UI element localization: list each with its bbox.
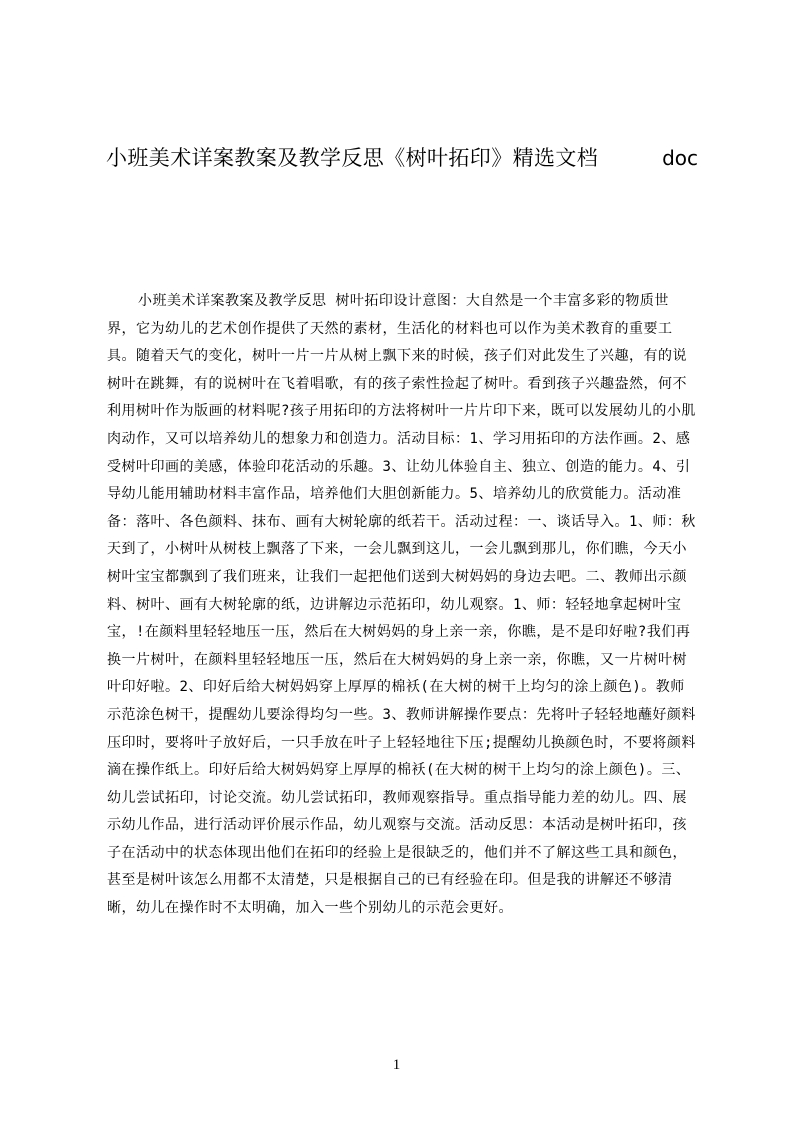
title-text: 小班美术详案教案及教学反思《树叶拓印》精选文档 [106, 146, 599, 170]
title-file-extension: doc [662, 146, 698, 170]
document-title [106, 144, 698, 176]
body-paragraph: 小班美术详案教案及教学反思 树叶拓印设计意图：大自然是一个丰富多彩的物质世界，它为幼儿的艺术创作提供了天然的素材，生活化的材料也可以作为美术教育的重要工具。随着天气的变化，树叶一片一片从树上飘下来的时候，孩子们对此发生了兴趣，有的说树叶在跳舞，有的说树叶在飞着唱歌，有的孩子索性捡起了树叶。看到孩子兴趣盎然，何不利用树叶作为版画的材料呢?孩子用拓印的方法将树叶一片片印下来，既可以发展幼儿的小肌肉动作，又可以培养幼儿的想象力和创造力。活动目标：1、学习用拓印的方法作画。2、感受树叶印画的美感，体验印花活动的乐趣。3、让幼儿体验自主、独立、创造的能力。4、引导幼儿能用辅助材料丰富作品，培养他们大胆创新能力。5、培养幼儿的欣赏能力。活动准备：落叶、各色颜料、抹布、画有大树轮廓的纸若干。活动过程：一、谈话导入。1、师：秋天到了，小树叶从树枝上飘落了下来，一会儿飘到这儿，一会儿飘到那儿，你们瞧，今天小树叶宝宝都飘到了我们班来，让我们一起把他们送到大树妈妈的身边去吧。二、教师出示颜料、树叶、画有大树轮廓的纸，边讲解边示范拓印，幼儿观察。1、师：轻轻地拿起树叶宝宝，!在颜料里轻轻地压一压，然后在大树妈妈的身上亲一亲，你瞧，是不是印好啦?我们再换一片树叶，在颜料里轻轻地压一压，然后在大树妈妈的身上亲一亲，你瞧，又一片树叶树叶印好啦。2、印好后给大树妈妈穿上厚厚的棉袄(在大树的树干上均匀的涂上颜色)。教师示范涂色树干，提醒幼儿要涂得均匀一些。3、教师讲解操作要点：先将叶子轻轻地蘸好颜料压印时，要将叶子放好后，一只手放在叶子上轻轻地往下压;提醒幼儿换颜色时，不要将颜料滴在操作纸上。印好后给大树妈妈穿上厚厚的棉袄(在大树的树干上均匀的涂上颜色)。三、幼儿尝试拓印，讨论交流。幼儿尝试拓印，教师观察指导。重点指导能力差的幼儿。四、展示幼儿作品，进行活动评价展示作品，幼儿观察与交流。活动反思：本活动是树叶拓印，孩子在活动中的状态体现出他们在拓印的经验上是很缺乏的，他们并不了解这些工具和颜色，甚至是树叶该怎么用都不太清楚，只是根据自己的已有经验在印。但是我的讲解还不够清晰，幼儿在操作时不太明确，加入一些个别幼儿的示范会更好。 [107, 293, 696, 917]
page-number: 1 [392, 1057, 401, 1073]
